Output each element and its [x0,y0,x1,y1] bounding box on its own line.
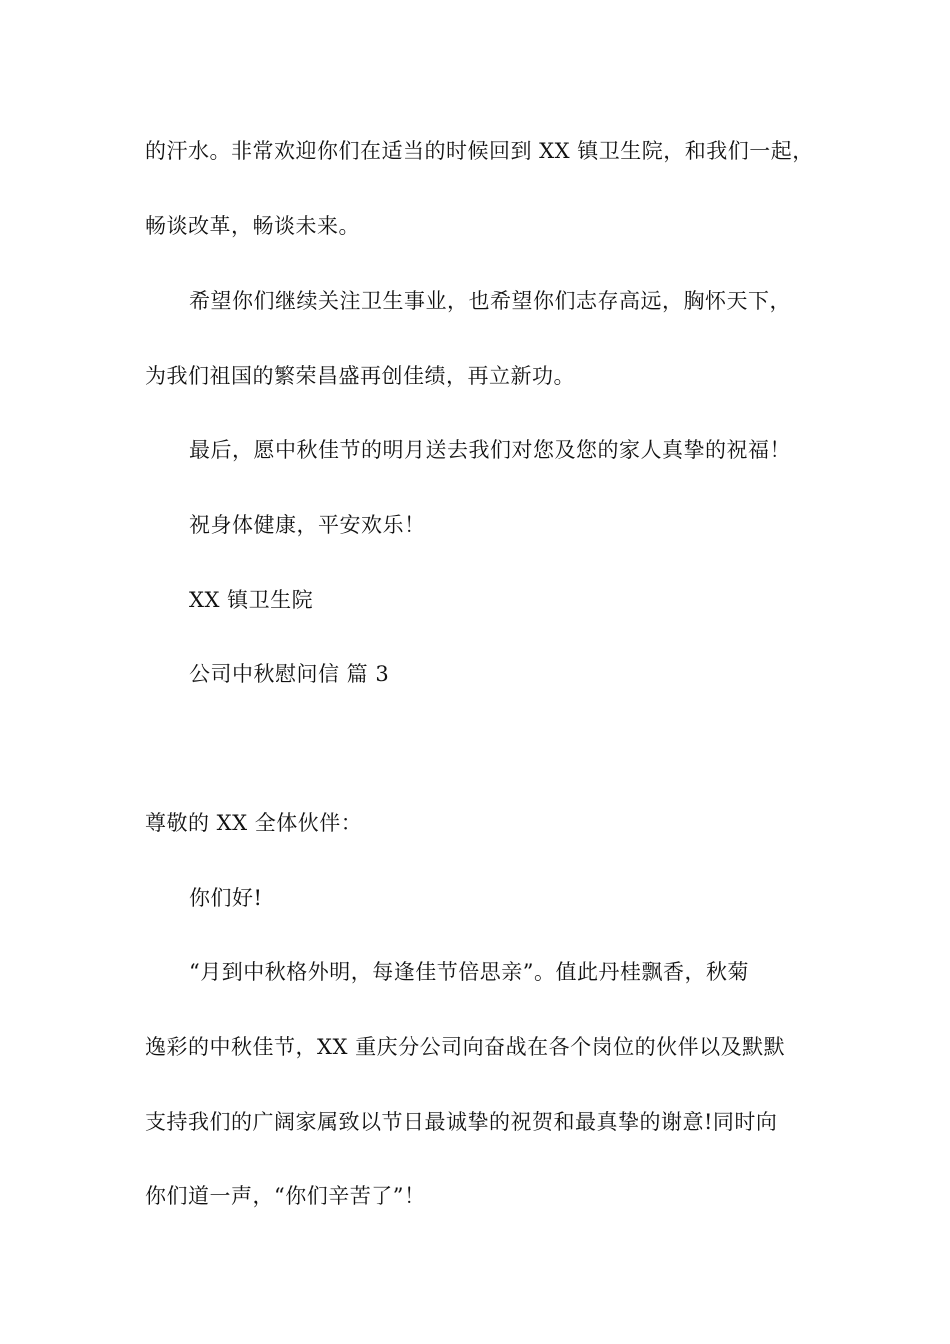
paragraph-line: 逸彩的中秋佳节，XX 重庆分公司向奋战在各个岗位的伙伴以及默默 [145,1035,786,1059]
paragraph-line: 畅谈改革，畅谈未来。 [145,214,360,238]
paragraph-line: “月到中秋格外明，每逢佳节倍思亲”。值此丹桂飘香，秋菊 [189,960,749,984]
closing-wish-line: 祝身体健康，平安欢乐！ [189,513,426,537]
paragraph-line: 希望你们继续关注卫生事业，也希望你们志存高远，胸怀天下， [189,289,791,313]
signature-line: XX 镇卫生院 [189,588,314,612]
paragraph-line: 支持我们的广阔家属致以节日最诚挚的祝贺和最真挚的谢意!同时向 [145,1110,778,1134]
paragraph-line: 你们道一声，“你们辛苦了”！ [145,1184,426,1208]
closing-wish-line: 最后，愿中秋佳节的明月送去我们对您及您的家人真挚的祝福！ [189,438,791,462]
paragraph-line: 的汗水。非常欢迎你们在适当的时候回到 XX 镇卫生院，和我们一起， [145,139,814,163]
greeting-line: 你们好! [189,886,263,910]
paragraph-line: 为我们祖国的繁荣昌盛再创佳绩，再立新功。 [145,364,575,388]
section-heading: 公司中秋慰问信 篇 3 [189,662,390,686]
salutation-line: 尊敬的 XX 全体伙伴： [145,811,363,835]
